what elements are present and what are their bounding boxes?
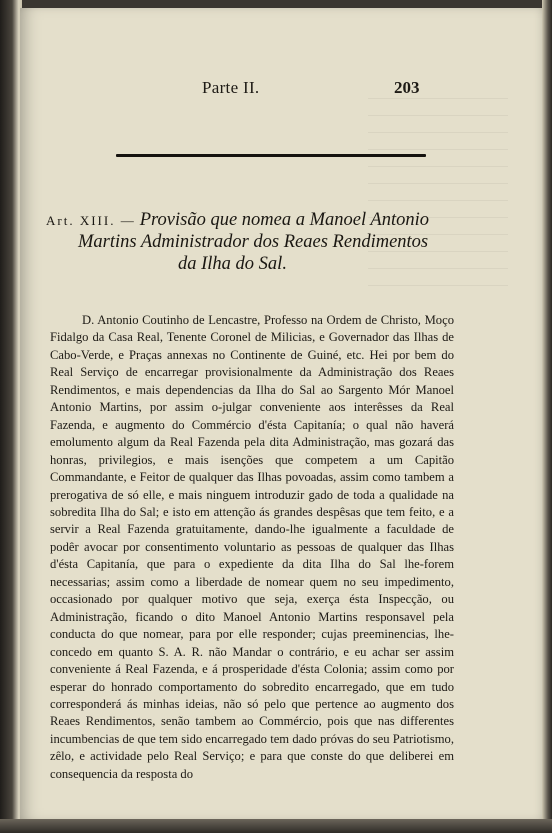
page-right-edge [542, 0, 552, 833]
book-gutter-edge [0, 0, 22, 833]
body-paragraph: D. Antonio Coutinho de Lencastre, Professo na Ordem de Christo, Moço Fidalgo da Casa Real, Tenente Coronel de Milicias, e Governador das Ilhas de Cabo-Verde, e Praças annexas no Continente de Guiné, etc. Hei por bem do Real Serviço de encarregar provisionalmente da Administração dos Reaes Rendimentos, e mais dependencias da Ilha do Sal ao Sargento Mór Manoel Antonio Martins, por assim o-julgar conveniente aos interêsses da Real Fazenda, e augmento do Commércio d'ésta Capitanía; o qual não haverá emolumento algum da Real Fazenda pela dita Administração, mas gozará das honras, privilegios, e mais isenções que competem a um Capitão Commandante, e Feitor de qualquer das Ilhas povoadas, assim como tambem a prerogativa de só elle, e mais ninguem introduzir gado de toda a qualidade na sobredita Ilha do Sal; e isto em attenção ás grandes despêsas que tem feito, e a servir a Real Fazenda gratuitamente, dando-lhe igualmente a faculdade de podêr avocar por consentimento voluntario as pessoas de qualquer das Ilhas d'ésta Capitanía, que para o expediente da dita Ilha do Sal lhe-forem necessarias; assim como a liberdade de nomear quem no seu impedimento, occasionado por qualquer motivo que seja, exerça ésta Inspecção, ou Administração, ficando o dito Manoel Antonio Martins responsavel pela conducta do que nomear, para por elle responder; cujas preeminencias, lhe-concedo em quanto S. A. R. não Mandar o contrário, e eu achar ser assim conveniente á Real Fazenda, e á prosperidade d'ésta Colonia; assim como por esperar do honrado comportamento do sobredito encarregado, que em tudo corresponderá ás minhas ideias, não só pelo que pertence ao augmento dos Reaes Rendimentos, senão tambem ao Commércio, pois que nas differentes incumbencias de que tem sido encarregado tem dado próvas do seu Patriotismo, zêlo, e actividade pelo Real Serviço; e para que conste do que deliberei em consequencia da resposta do [50, 313, 454, 781]
bleed-through-texture [368, 98, 508, 298]
article-title-text-1: Provisão que nomea a Manoel Antonio [139, 210, 429, 230]
body-text [50, 312, 454, 783]
running-head [20, 74, 544, 98]
heading-rule [116, 154, 426, 157]
article-label: Art. XIII. — [46, 213, 136, 228]
article-title-line-3: da Ilha do Sal. [178, 254, 287, 274]
part-label: Parte II. [202, 78, 260, 97]
page-number: 203 [394, 78, 420, 97]
article-title-line-1 [46, 210, 429, 231]
page-bottom-edge [0, 819, 552, 833]
article-title-line-2: Martins Administrador dos Reaes Rendimentos [78, 232, 429, 252]
page-sheet [20, 8, 544, 820]
